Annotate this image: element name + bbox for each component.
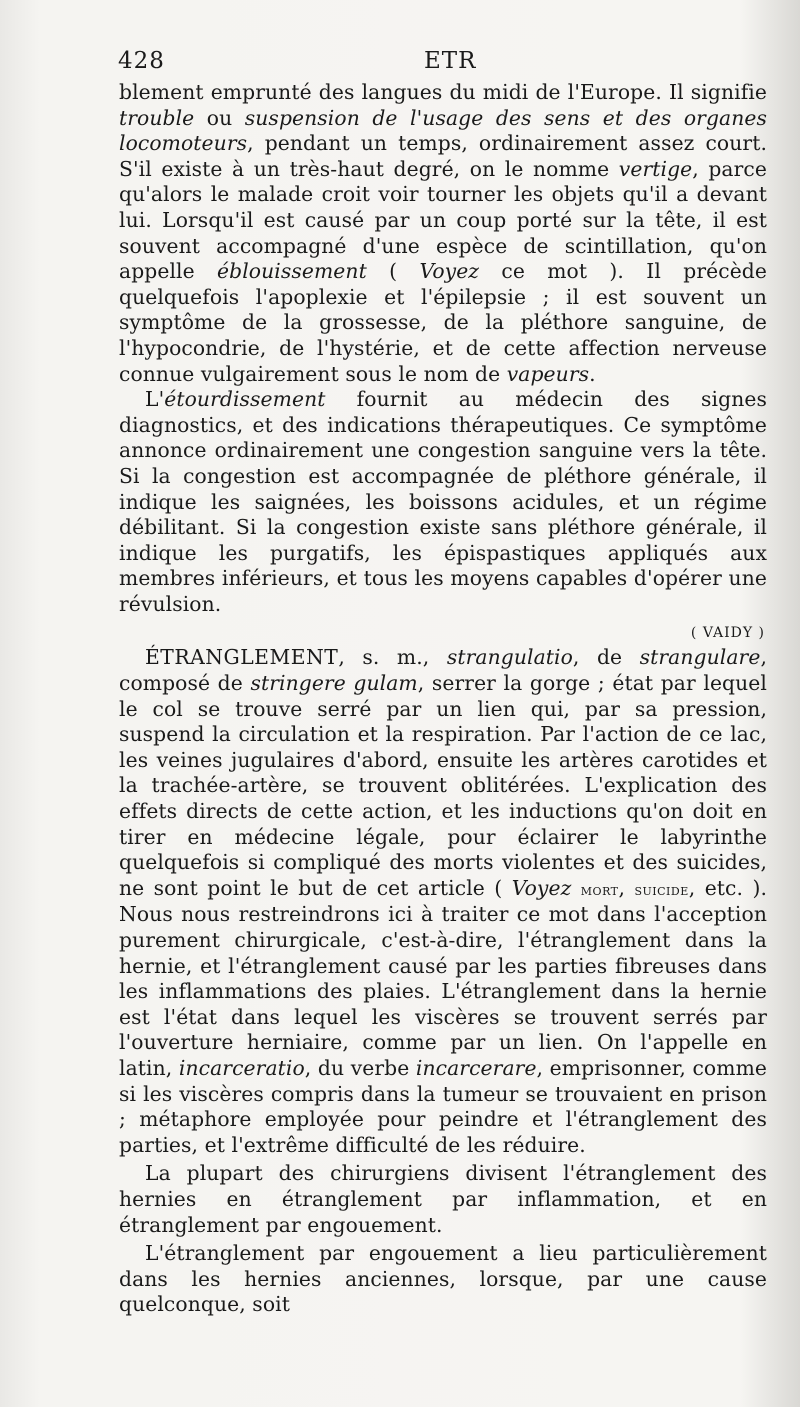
paragraph-engouement: L'étranglement par engouement a lieu particulièrement dans les hernies anciennes, lorsque, par une cause quelconque, soit xyxy=(119,1241,767,1317)
cross-reference: mort xyxy=(580,879,619,899)
page-header xyxy=(118,48,768,82)
running-head: ETR xyxy=(424,48,477,74)
body-text xyxy=(119,80,767,1318)
paragraph-division: La plupart des chirurgiens divisent l'étranglement des hernies en étranglement par inflammation, et en étranglement par engouement. xyxy=(119,1161,767,1237)
author-signature: ( VAIDY ) xyxy=(690,625,765,642)
paragraph-etourdissement-continued: blement emprunté des langues du midi de l'Europe. Il signifie trouble ou suspension de l'usage des sens et des organes locomoteurs, pendant un temps, ordinairement assez court. S'il existe à un très-haut degré, on le nomme vertige, parce qu'alors le malade croit voir tourner les objets qu'il a devant lui. Lorsqu'il est causé par un coup porté sur la tête, il est souvent accompagné d'une espèce de scintillation, qu'on appelle éblouissement ( Voyez ce mot ). Il précède quelquefois l'apoplexie et l'épilepsie ; il est souvent un symptôme de la grossesse, de la pléthore sanguine, de l'hypocondrie, de l'hystérie, et de cette affection nerveuse connue vulgairement sous le nom de vapeurs. xyxy=(119,80,767,386)
cross-reference: suicide xyxy=(634,879,689,899)
paragraph-etranglement-entry: ÉTRANGLEMENT, s. m., strangulatio, de strangulare, composé de stringere gulam, serrer la gorge ; état par lequel le col se trouve serré par un lien qui, par sa pression, suspend la circulation et la respiration. Par l'action de ce lac, les veines jugulaires d'abord, ensuite les artères carotides et la trachée-artère, se trouvent oblitérées. L'explication des effets directs de cette action, et les inductions qu'on doit en tirer en médecine légale, pour éclairer le labyrinthe quelquefois si compliqué des morts violentes et des suicides, ne sont point le but de cet article ( Voyez mort, suicide, etc. ). Nous nous restreindrons ici à traiter ce mot dans l'acception purement chirurgicale, c'est-à-dire, l'étranglement dans la hernie, et l'étranglement causé par les parties fibreuses dans les inflammations des plaies. L'étranglement dans la hernie est l'état dans lequel les viscères se trouvent serrés par l'ouverture herniaire, comme par un lien. On l'appelle en latin, incarceratio, du verbe incarcerare, emprisonner, comme si les viscères compris dans la tumeur se trouvaient en prison ; métaphore employée pour peindre et l'étranglement des parties, et l'extrême difficulté de les réduire. xyxy=(119,645,768,1157)
page-number: 428 xyxy=(118,48,165,74)
paragraph-diagnostics: L'étourdissement fournit au médecin des signes diagnostics, et des indications thérapeutiques. Ce symptôme annonce ordinairement une congestion sanguine vers la tête. Si la congestion est accompagnée de pléthore générale, il indique les saignées, les boissons acidules, et un régime débilitant. Si la congestion existe sans pléthore générale, il indique les purgatifs, les épispastiques appliqués aux membres inférieurs, et tous les moyens capables d'opérer une révulsion. xyxy=(119,387,767,616)
entry-headword: ÉTRANGLEMENT xyxy=(145,645,339,670)
